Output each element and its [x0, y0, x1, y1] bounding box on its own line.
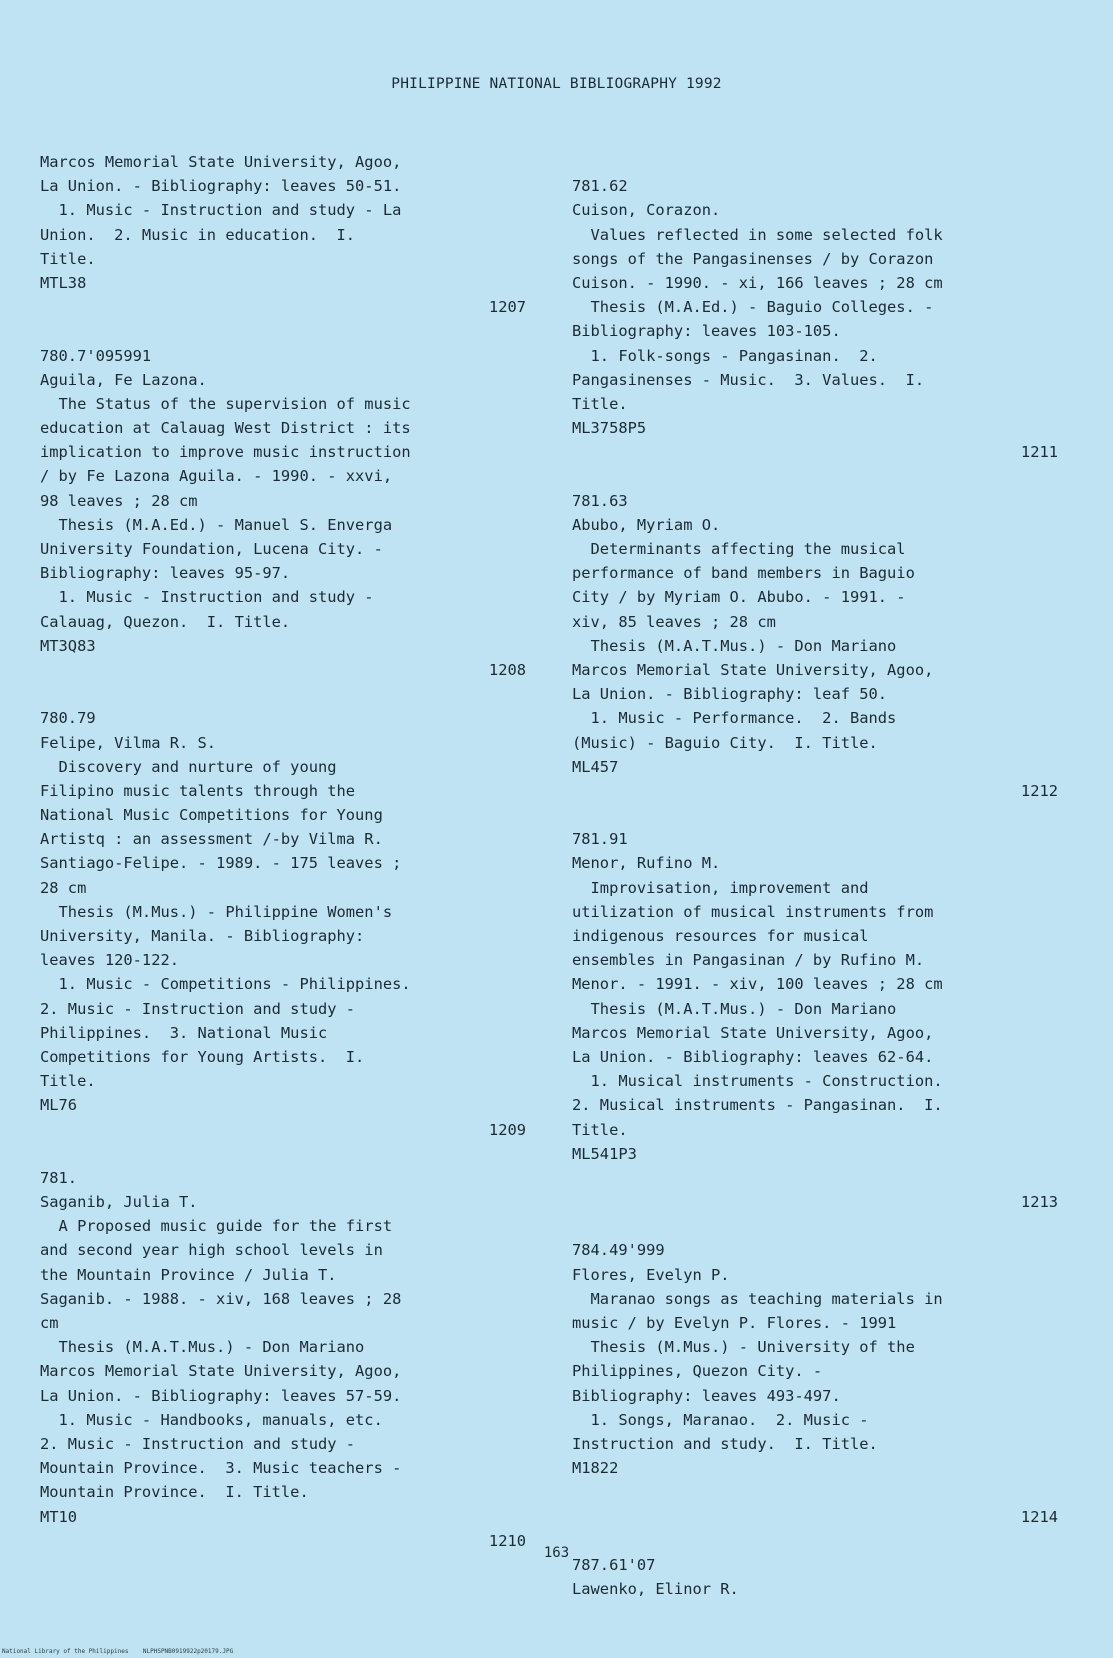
- entry-line: xiv, 85 leaves ; 28 cm: [572, 612, 776, 631]
- entry-line: Mountain Province. I. Title.: [40, 1483, 309, 1502]
- line-gap: [572, 1214, 1058, 1238]
- entry-line: Improvisation, improvement and: [572, 878, 869, 897]
- entry-line: Marcos Memorial State University, Agoo,: [572, 660, 934, 679]
- entry-line: Title.: [572, 1120, 628, 1139]
- entry-line: (Music) - Baguio City. I. Title.: [572, 733, 878, 752]
- entry-line: Aguila, Fe Lazona.: [40, 370, 207, 389]
- entry-number: 1208: [488, 660, 526, 679]
- entry-line: ML457: [572, 757, 619, 776]
- line-gap: [40, 1142, 526, 1166]
- entry-line: Title.: [40, 1072, 96, 1091]
- line-gap: [572, 464, 1058, 488]
- entry-line: Lawenko, Elinor R.: [572, 1580, 739, 1599]
- entry-line: songs of the Pangasinenses / by Corazon: [572, 249, 934, 268]
- entry-line: Thesis (M.A.Ed.) - Manuel S. Enverga: [40, 515, 393, 534]
- scan-credit: National Library of the Philippines NLPHSPNB0919922p20179.JPG: [2, 1648, 234, 1655]
- entry-line: 780.79: [40, 709, 96, 728]
- entry-line: 1. Music - Instruction and study -: [40, 588, 374, 607]
- entry-line: 98 leaves ; 28 cm: [40, 491, 198, 510]
- entry-line: Philippines, Quezon City. -: [572, 1362, 823, 1381]
- entry-line: 780.7'095991: [40, 346, 152, 365]
- entry-line: ML541P3: [572, 1144, 637, 1163]
- entry-line: Marcos Memorial State University, Agoo,: [40, 153, 402, 171]
- entry-line: / by Fe Lazona Aguila. - 1990. - xxvi,: [40, 467, 393, 486]
- entry-line: 1. Music - Competitions - Philippines.: [40, 975, 411, 994]
- line-gap: [572, 1166, 1058, 1190]
- entry-line: Bibliography: leaves 103-105.: [572, 322, 841, 341]
- entry-line: performance of band members in Baguio: [572, 564, 915, 583]
- entry-line: University Foundation, Lucena City. -: [40, 540, 383, 558]
- entry-number: 1213: [1020, 1193, 1058, 1212]
- entry-number: 1207: [488, 298, 526, 317]
- entry-line: La Union. - Bibliography: leaves 62-64.: [572, 1047, 934, 1066]
- entry-line: M1822: [572, 1459, 619, 1478]
- entry-line: Thesis (M.Mus.) - University of the: [572, 1338, 915, 1357]
- entry-line: 787.61'07: [572, 1555, 656, 1574]
- entry-line: Marcos Memorial State University, Agoo,: [572, 1023, 934, 1042]
- entry-line: ensembles in Pangasinan / by Rufino M.: [572, 951, 925, 970]
- entry-line: University, Manila. - Bibliography:: [40, 927, 365, 945]
- entry-line: Values reflected in some selected folk: [572, 225, 943, 244]
- entry-line: Marcos Memorial State University, Agoo,: [40, 1362, 402, 1381]
- entry-line: MTL38: [40, 273, 87, 292]
- entry-line: Bibliography: leaves 493-497.: [572, 1386, 841, 1405]
- entry-line: Saganib, Julia T.: [40, 1193, 198, 1212]
- entry-line: La Union. - Bibliography: leaves 50-51.: [40, 177, 402, 196]
- entry-line: Mountain Province. 3. Music teachers -: [40, 1459, 402, 1478]
- entry-line: Thesis (M.Mus.) - Philippine Women's: [40, 902, 393, 921]
- entry-line: Competitions for Young Artists. I.: [40, 1047, 365, 1066]
- entry-line: 1. Music - Instruction and study - La: [40, 201, 402, 220]
- entry-line: Cuison. - 1990. - xi, 166 leaves ; 28 cm: [572, 273, 943, 292]
- entry-line: 781.63: [572, 491, 628, 510]
- entry-line: Felipe, Vilma R. S.: [40, 733, 217, 752]
- entry-line: 1. Folk-songs - Pangasinan. 2.: [572, 346, 878, 365]
- entry-line: 2. Music - Instruction and study -: [40, 999, 356, 1018]
- entry-line: 781.: [40, 1168, 78, 1187]
- entry-line: MT10: [40, 1507, 78, 1526]
- entry-line: Flores, Evelyn P.: [572, 1265, 730, 1284]
- entry-line: Union. 2. Music in education. I.: [40, 225, 356, 244]
- entry-number: 1210: [488, 1531, 526, 1550]
- entry-line: 1. Music - Performance. 2. Bands: [572, 709, 897, 728]
- entry-line: 781.62: [572, 177, 628, 196]
- entry-line: National Music Competitions for Young: [40, 806, 383, 825]
- entry-line: 2. Musical instruments - Pangasinan. I.: [572, 1096, 943, 1115]
- entry-line: 1. Songs, Maranao. 2. Music -: [572, 1410, 869, 1429]
- entry-line: ML3758P5: [572, 419, 647, 438]
- entry-line: Title.: [40, 249, 96, 268]
- entry-line: Abubo, Myriam O.: [572, 515, 721, 534]
- entry-line: Santiago-Felipe. - 1989. - 175 leaves ;: [40, 854, 402, 873]
- entry-line: Thesis (M.A.Ed.) - Baguio Colleges. -: [572, 298, 934, 317]
- entry-line: utilization of musical instruments from: [572, 902, 934, 921]
- entry-line: 2. Music - Instruction and study -: [40, 1434, 356, 1453]
- entry-number: 1214: [1020, 1507, 1058, 1526]
- entry-line: indigenous resources for musical: [572, 927, 869, 945]
- entry-line: Maranao songs as teaching materials in: [572, 1289, 943, 1308]
- entry-line: La Union. - Bibliography: leaf 50.: [572, 685, 888, 704]
- entry-line: Thesis (M.A.T.Mus.) - Don Mariano: [572, 636, 897, 655]
- entry-number: 1211: [1020, 443, 1058, 462]
- entry-line: La Union. - Bibliography: leaves 57-59.: [40, 1386, 402, 1405]
- line-gap: [572, 803, 1058, 827]
- entry-number: 1209: [488, 1120, 526, 1139]
- left-column: [40, 150, 526, 1553]
- entry-line: A Proposed music guide for the first: [40, 1217, 393, 1236]
- entry-line: ML76: [40, 1096, 78, 1115]
- entry-line: cm: [40, 1314, 59, 1332]
- entry-line: 1. Music - Handbooks, manuals, etc.: [40, 1410, 383, 1429]
- entry-line: 781.91: [572, 830, 628, 849]
- page-title: PHILIPPINE NATIONAL BIBLIOGRAPHY 1992: [391, 76, 722, 92]
- entry-line: Menor. - 1991. - xiv, 100 leaves ; 28 cm: [572, 975, 943, 994]
- line-gap: [40, 319, 526, 343]
- entry-line: Discovery and nurture of young: [40, 757, 337, 776]
- entry-line: Determinants affecting the musical: [572, 540, 906, 558]
- entry-line: leaves 120-122.: [40, 951, 179, 970]
- entry-line: Artistq : an assessment /-by Vilma R.: [40, 830, 383, 849]
- line-gap: [572, 1480, 1058, 1504]
- entry-line: education at Calauag West District : its: [40, 419, 411, 438]
- entry-line: Menor, Rufino M.: [572, 854, 721, 873]
- entry-line: Pangasinenses - Music. 3. Values. I.: [572, 370, 925, 389]
- page-number: 163: [543, 1545, 570, 1561]
- entry-line: Title.: [572, 394, 628, 413]
- entry-line: Thesis (M.A.T.Mus.) - Don Mariano: [572, 999, 897, 1018]
- line-gap: [572, 150, 1058, 174]
- entry-line: Calauag, Quezon. I. Title.: [40, 612, 291, 631]
- entry-line: Thesis (M.A.T.Mus.) - Don Mariano: [40, 1338, 365, 1357]
- entry-line: music / by Evelyn P. Flores. - 1991: [572, 1314, 897, 1332]
- entry-line: Filipino music talents through the: [40, 781, 356, 800]
- entry-line: the Mountain Province / Julia T.: [40, 1265, 337, 1284]
- entry-line: 784.49'999: [572, 1241, 665, 1260]
- entry-line: implication to improve music instruction: [40, 443, 411, 462]
- entry-line: Bibliography: leaves 95-97.: [40, 564, 291, 583]
- entry-line: The Status of the supervision of music: [40, 394, 411, 413]
- entry-number: 1212: [1020, 781, 1058, 800]
- entry-line: 1. Musical instruments - Construction.: [572, 1072, 943, 1091]
- entry-line: 28 cm: [40, 878, 87, 897]
- line-gap: [40, 682, 526, 706]
- entry-line: MT3Q83: [40, 636, 96, 655]
- entry-line: Instruction and study. I. Title.: [572, 1434, 878, 1453]
- entry-line: and second year high school levels in: [40, 1241, 383, 1260]
- right-column: [572, 150, 1058, 1601]
- entry-line: Saganib. - 1988. - xiv, 168 leaves ; 28: [40, 1289, 402, 1308]
- entry-line: Philippines. 3. National Music: [40, 1023, 328, 1042]
- entry-line: Cuison, Corazon.: [572, 201, 721, 220]
- entry-line: City / by Myriam O. Abubo. - 1991. -: [572, 588, 906, 607]
